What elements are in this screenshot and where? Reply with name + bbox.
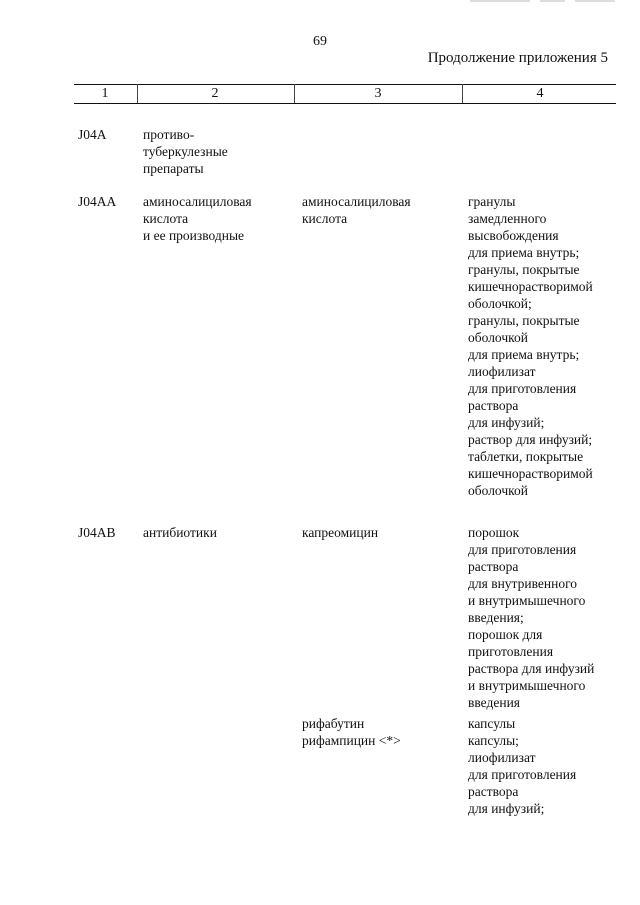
substance-cell: капреомицин [302,525,379,540]
column-header-3: 3 [374,86,382,101]
substance-cell: рифабутин [302,716,365,731]
dosage-form-cell: капсулы; лиофилизат для приготовления раствора для инфузий; [468,733,577,816]
dosage-form-cell: гранулы замедленного высвобождения для приема внутрь; гранулы, покрытые кишечнорастворимой оболочкой; гранулы, покрытые оболочкой для приема внутрь; лиофилизат для приготовления раствора для инфузий; раствор для инфузий; таблетки, покрытые кишечнорастворимой оболочкой [468,194,593,498]
scan-mark [575,0,615,2]
substance-cell: аминосалициловая кислота [302,194,411,226]
column-divider [462,84,463,103]
atc-code-cell: J04A [78,127,107,142]
group-name-cell: противо- туберкулезные препараты [143,127,228,176]
dosage-form-cell: порошок для приготовления раствора для внутривенного и внутримышечного введения; порошок для приготовления раствора для инфузий и внутримышечного введения [468,525,595,710]
scan-mark [470,0,530,2]
appendix-continuation-caption: Продолжение приложения 5 [427,50,608,66]
column-divider [137,84,138,103]
column-header-2: 2 [211,86,219,101]
substance-cell: рифампицин <*> [302,733,401,748]
page-number: 69 [313,34,327,49]
column-header-4: 4 [536,86,544,101]
group-name-cell: аминосалициловая кислота и ее производные [143,194,252,243]
scan-mark [540,0,565,2]
dosage-form-cell: капсулы [468,716,516,731]
table-top-rule [74,84,616,85]
column-header-1: 1 [101,86,109,101]
header-bottom-rule [74,103,616,104]
group-name-cell: антибиотики [143,525,217,540]
atc-code-cell: J04AB [78,525,116,540]
column-divider [294,84,295,103]
atc-code-cell: J04AA [78,194,117,209]
